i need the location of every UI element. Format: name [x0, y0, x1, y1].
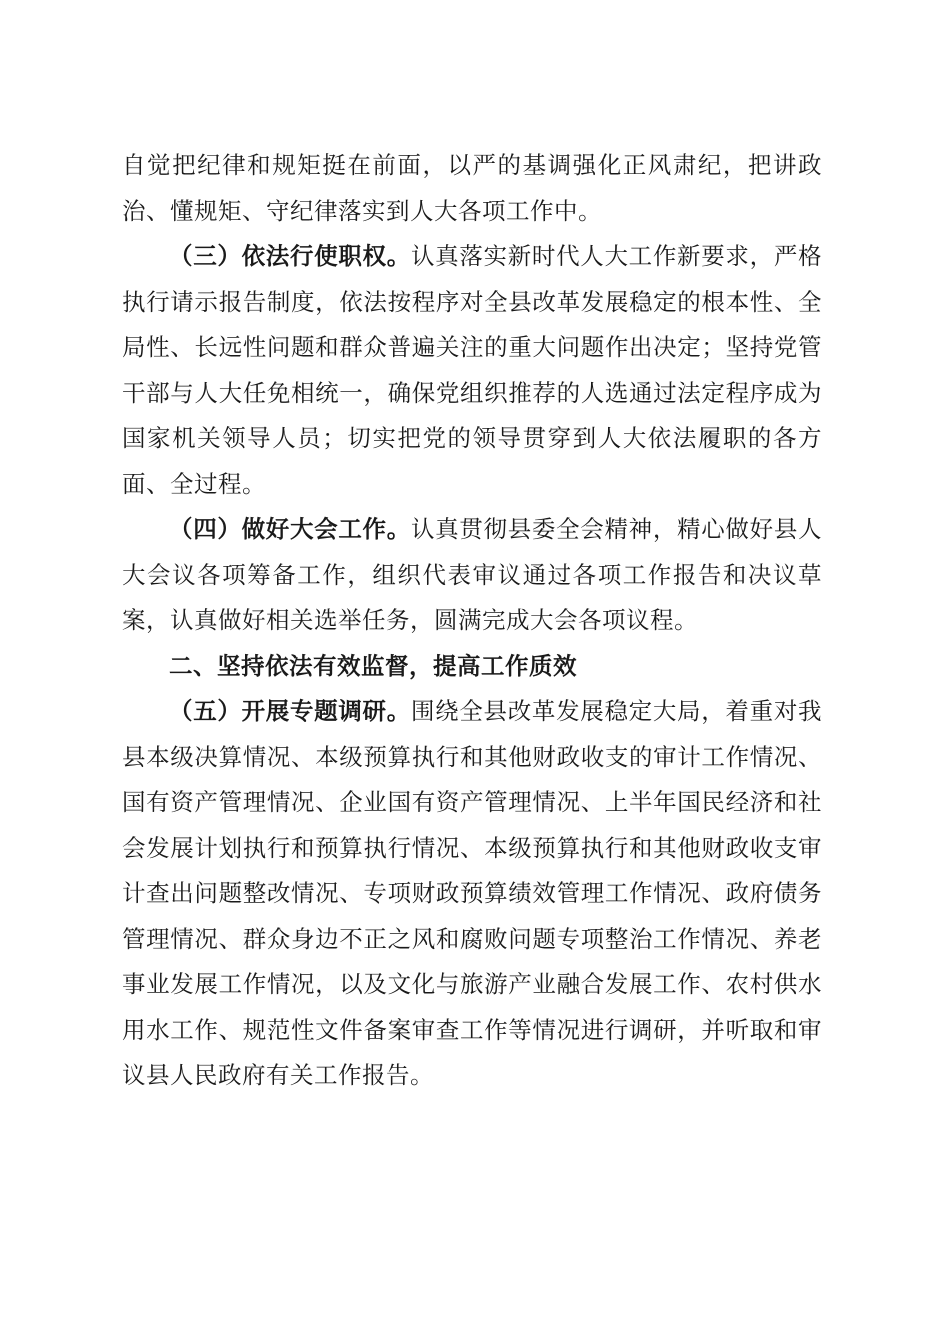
paragraph-continuation: 自觉把纪律和规矩挺在前面，以严的基调强化正风肃纪，把讲政治、懂规矩、守纪律落实到人大各项工作中。: [122, 151, 822, 225]
document-page: [122, 143, 822, 1099]
paragraph-3-lead: （三）依法行使职权。: [169, 242, 411, 270]
paragraph-4: [122, 507, 822, 644]
paragraph-4-body: 认真贯彻县委全会精神，精心做好县人大会议各项筹备工作，组织代表审议通过各项工作报告和决议草案，认真做好相关选举任务，圆满完成大会各项议程。: [122, 515, 823, 634]
paragraph-5-lead: （五）开展专题调研。: [169, 697, 411, 725]
section-2-heading: 二、坚持依法有效监督，提高工作质效: [169, 651, 577, 680]
paragraph-5: [122, 689, 822, 1099]
paragraph-3-body: 认真落实新时代人大工作新要求，严格执行请示报告制度，依法按程序对全县改革发展稳定的根本性、全局性、长远性问题和群众普遍关注的重大问题作出决定；坚持党管干部与人大任免相统一，确保党组织推荐的人选通过法定程序成为国家机关领导人员；切实把党的领导贯穿到人大依法履职的各方面、全过程。: [122, 242, 823, 498]
paragraph-5-body: 围绕全县改革发展稳定大局，着重对我县本级决算情况、本级预算执行和其他财政收支的审计工作情况、国有资产管理情况、企业国有资产管理情况、上半年国民经济和社会发展计划执行和预算执行情况、本级预算执行和其他财政收支审计查出问题整改情况、专项财政预算绩效管理工作情况、政府债务管理情况、群众身边不正之风和腐败问题专项整治工作情况、养老事业发展工作情况，以及文化与旅游产业融合发展工作、农村供水用水工作、规范性文件备案审查工作等情况进行调研，并听取和审议县人民政府有关工作报告。: [122, 697, 823, 1089]
paragraph-3: [122, 234, 822, 507]
paragraph-4-lead: （四）做好大会工作。: [169, 515, 411, 543]
